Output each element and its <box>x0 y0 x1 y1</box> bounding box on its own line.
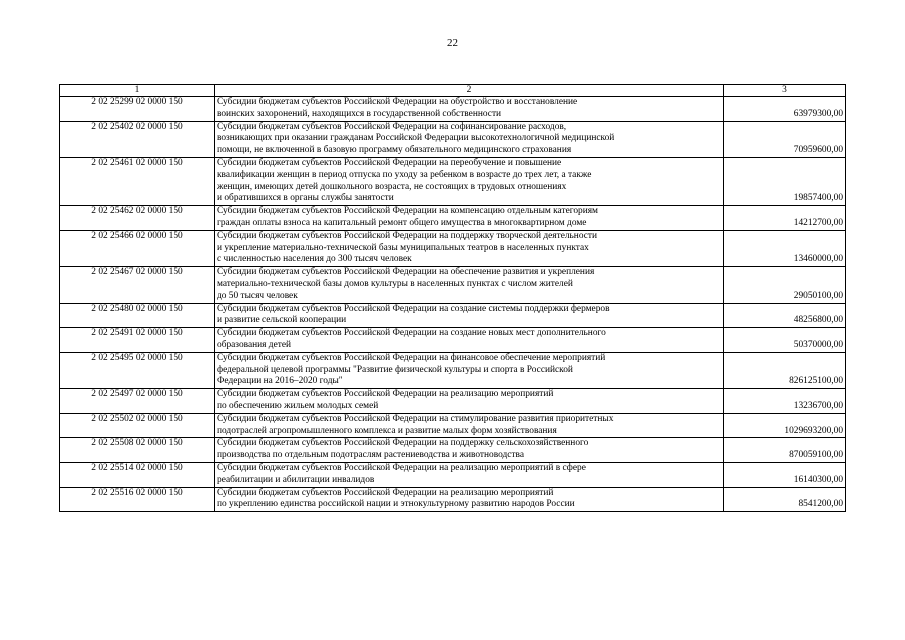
description-cell: Субсидии бюджетам субъектов Российской Федерации на поддержку сельскохозяйственного производства по отдельным подотраслям растениеводства и животноводства <box>215 438 724 463</box>
amount-cell: 29050100,00 <box>724 267 846 303</box>
budget-code-cell: 2 02 25514 02 0000 150 <box>60 462 215 487</box>
table-row <box>60 121 846 157</box>
budget-code-cell: 2 02 25461 02 0000 150 <box>60 157 215 205</box>
description-cell: Субсидии бюджетам субъектов Российской Федерации на реализацию мероприятий по укреплению единства российской нации и этнокультурному развитию народов России <box>215 487 724 512</box>
table-row <box>60 157 846 205</box>
budget-code-cell: 2 02 25508 02 0000 150 <box>60 438 215 463</box>
budget-code-cell: 2 02 25480 02 0000 150 <box>60 303 215 328</box>
budget-table <box>59 84 846 512</box>
page-number: 22 <box>447 37 458 49</box>
budget-code-cell: 2 02 25462 02 0000 150 <box>60 206 215 231</box>
amount-cell: 8541200,00 <box>724 487 846 512</box>
table-header-row <box>60 85 846 97</box>
table-body <box>60 97 846 512</box>
budget-code-cell: 2 02 25516 02 0000 150 <box>60 487 215 512</box>
table-row <box>60 352 846 388</box>
table-row <box>60 206 846 231</box>
budget-code-cell: 2 02 25497 02 0000 150 <box>60 389 215 414</box>
amount-cell: 16140300,00 <box>724 462 846 487</box>
description-cell: Субсидии бюджетам субъектов Российской Федерации на обеспечение развития и укрепления материально-технической базы домов культуры в населенных пунктах с числом жителей до 50 тысяч человек <box>215 267 724 303</box>
budget-code-cell: 2 02 25299 02 0000 150 <box>60 97 215 122</box>
column-header-description: 2 <box>215 85 724 97</box>
table-row <box>60 487 846 512</box>
description-cell: Субсидии бюджетам субъектов Российской Федерации на реализацию мероприятий в сфере реабилитации и абилитации инвалидов <box>215 462 724 487</box>
table-row <box>60 230 846 266</box>
column-header-amount: 3 <box>724 85 846 97</box>
budget-code-cell: 2 02 25402 02 0000 150 <box>60 121 215 157</box>
table-row <box>60 462 846 487</box>
description-cell: Субсидии бюджетам субъектов Российской Федерации на поддержку творческой деятельности и укрепление материально-технической базы муниципальных театров в населенных пунктах с численностью населения до 300 тысяч человек <box>215 230 724 266</box>
amount-cell: 13236700,00 <box>724 389 846 414</box>
description-cell: Субсидии бюджетам субъектов Российской Федерации на реализацию мероприятий по обеспечению жильем молодых семей <box>215 389 724 414</box>
budget-code-cell: 2 02 25466 02 0000 150 <box>60 230 215 266</box>
column-header-code: 1 <box>60 85 215 97</box>
amount-cell: 19857400,00 <box>724 157 846 205</box>
budget-code-cell: 2 02 25491 02 0000 150 <box>60 328 215 353</box>
table-row <box>60 438 846 463</box>
table-row <box>60 97 846 122</box>
description-cell: Субсидии бюджетам субъектов Российской Федерации на стимулирование развития приоритетных подотраслей агропромышленного комплекса и развитие малых форм хозяйствования <box>215 413 724 438</box>
table-row <box>60 389 846 414</box>
description-cell: Субсидии бюджетам субъектов Российской Федерации на софинансирование расходов, возникающих при оказании гражданам Российской Федерации высокотехнологичной медицинской помощи, не включенной в базовую программу обязательного медицинского страхования <box>215 121 724 157</box>
amount-cell: 48256800,00 <box>724 303 846 328</box>
table-row <box>60 328 846 353</box>
amount-cell: 63979300,00 <box>724 97 846 122</box>
budget-code-cell: 2 02 25495 02 0000 150 <box>60 352 215 388</box>
amount-cell: 826125100,00 <box>724 352 846 388</box>
budget-code-cell: 2 02 25502 02 0000 150 <box>60 413 215 438</box>
description-cell: Субсидии бюджетам субъектов Российской Федерации на компенсацию отдельным категориям граждан оплаты взноса на капитальный ремонт общего имущества в многоквартирном доме <box>215 206 724 231</box>
table-row <box>60 267 846 303</box>
table-row <box>60 413 846 438</box>
amount-cell: 14212700,00 <box>724 206 846 231</box>
description-cell: Субсидии бюджетам субъектов Российской Федерации на создание новых мест дополнительного образования детей <box>215 328 724 353</box>
table-row <box>60 303 846 328</box>
amount-cell: 13460000,00 <box>724 230 846 266</box>
amount-cell: 1029693200,00 <box>724 413 846 438</box>
amount-cell: 50370000,00 <box>724 328 846 353</box>
description-cell: Субсидии бюджетам субъектов Российской Федерации на финансовое обеспечение мероприятий федеральной целевой программы "Развитие физической культуры и спорта в Российской Федерации на 2016–2020 годы" <box>215 352 724 388</box>
amount-cell: 70959600,00 <box>724 121 846 157</box>
description-cell: Субсидии бюджетам субъектов Российской Федерации на создание системы поддержки фермеров и развитие сельской кооперации <box>215 303 724 328</box>
amount-cell: 870059100,00 <box>724 438 846 463</box>
description-cell: Субсидии бюджетам субъектов Российской Федерации на обустройство и восстановление воинских захоронений, находящихся в государственной собственности <box>215 97 724 122</box>
budget-code-cell: 2 02 25467 02 0000 150 <box>60 267 215 303</box>
description-cell: Субсидии бюджетам субъектов Российской Федерации на переобучение и повышение квалификации женщин в период отпуска по уходу за ребенком в возрасте до трех лет, а также женщин, имеющих детей дошкольного возраста, не состоящих в трудовых отношениях и обратившихся в органы службы занятости <box>215 157 724 205</box>
